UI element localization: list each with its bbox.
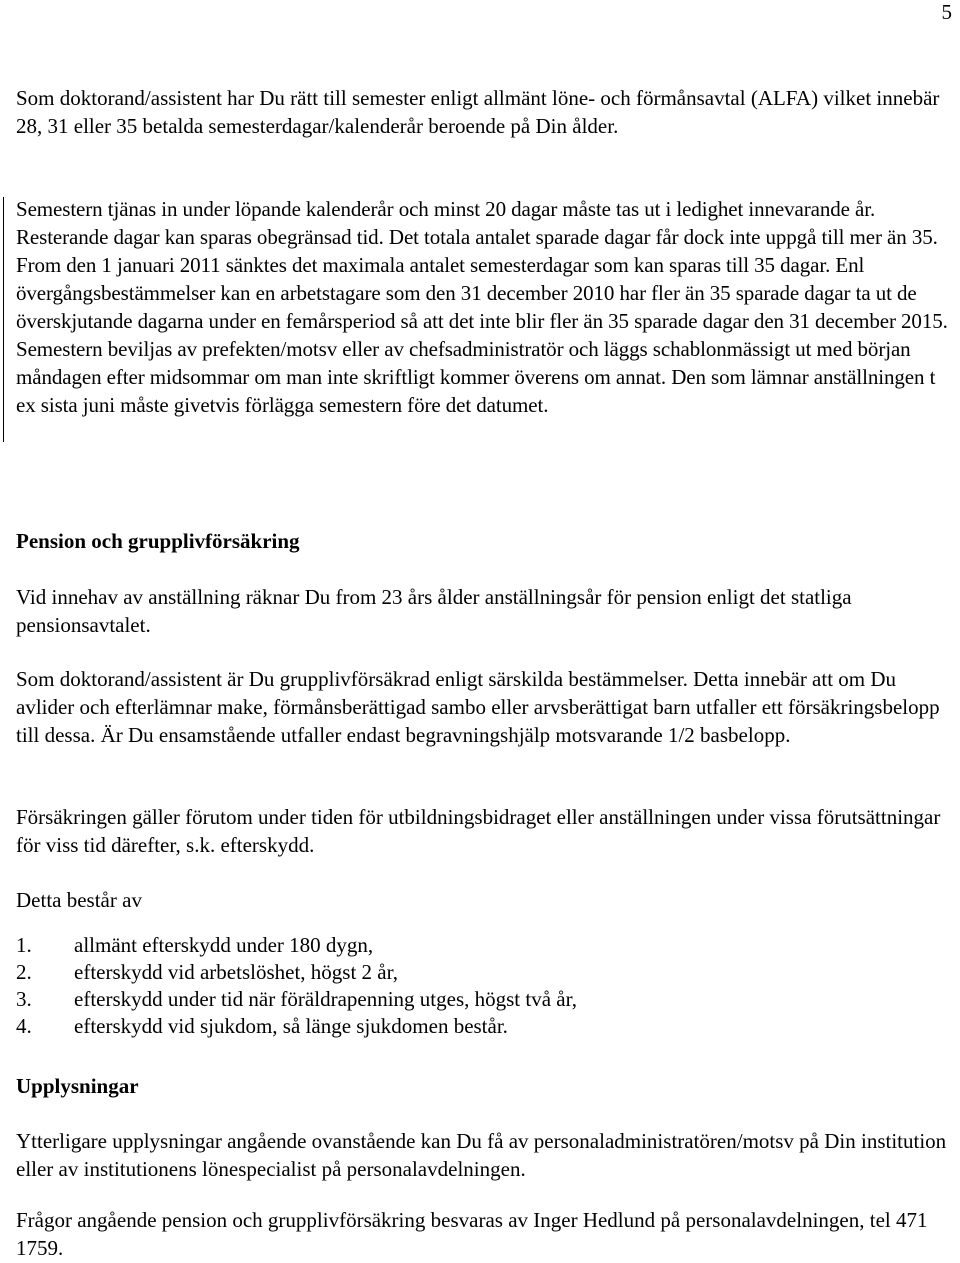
- list-item-number: 2.: [16, 960, 32, 984]
- list-item-text: allmänt efterskydd under 180 dygn,: [74, 933, 374, 957]
- pension-paragraph-3: Försäkringen gäller förutom under tiden för utbildningsbidraget eller anställningen under vissa förutsättningar för viss tid därefter, s.k. efterskydd.: [16, 805, 941, 857]
- list-item-text: efterskydd vid arbetslöshet, högst 2 år,: [74, 960, 399, 984]
- list-intro: Detta består av: [16, 888, 142, 912]
- efterskydd-list: [16, 932, 577, 1040]
- semester-paragraph-2: Semestern tjänas in under löpande kalenderår och minst 20 dagar måste tas ut i ledighet innevarande år. Resterande dagar kan sparas obegränsad tid. Det totala antalet sparade dagar får dock inte uppgå till mer än 35. From den 1 januari 2011 sänktes det maximala antalet semesterdagar som kan sparas till 35 dagar. Enl övergångsbestämmelser kan en arbetstagare som den 31 december 2010 har fler än 35 sparade dagar ta ut de överskjutande dagarna under en femårsperiod så att det inte blir fler än 35 sparade dagar den 31 december 2015. Semestern beviljas av prefekten/motsv eller av chefsadministratör och läggs schablonmässigt ut med början måndagen efter midsommar om man inte skriftligt kommer överens om annat. Den som lämnar anställningen t ex sista juni måste givetvis förlägga semestern före det datumet.: [16, 197, 948, 417]
- list-item: [16, 932, 577, 959]
- info-paragraph-1: Ytterligare upplysningar angående ovanstående kan Du få av personaladministratören/motsv på Din institution eller av institutionens lönespecialist på personalavdelningen.: [16, 1129, 947, 1181]
- list-item-text: efterskydd vid sjukdom, så länge sjukdomen består.: [74, 1014, 508, 1038]
- list-item: [16, 1013, 577, 1040]
- semester-paragraph-1: Som doktorand/assistent har Du rätt till semester enligt allmänt löne- och förmånsavtal (ALFA) vilket innebär 28, 31 eller 35 betalda semesterdagar/kalenderår beroende på Din ålder.: [16, 86, 940, 138]
- pension-paragraph-2: Som doktorand/assistent är Du grupplivförsäkrad enligt särskilda bestämmelser. Detta innebär att om Du avlider och efterlämnar make, förmånsberättigad sambo eller arvsberättigat barn utfaller ett försäkringsbelopp till dessa. Är Du ensamstående utfaller endast begravningshjälp motsvarande 1/2 basbelopp.: [16, 667, 940, 747]
- list-item-number: 1.: [16, 933, 32, 957]
- list-item: [16, 986, 577, 1013]
- list-item-number: 3.: [16, 987, 32, 1011]
- list-item-text: efterskydd under tid när föräldrapenning utges, högst två år,: [74, 987, 578, 1011]
- list-item: [16, 959, 577, 986]
- list-item-number: 4.: [16, 1014, 32, 1038]
- info-paragraph-2: Frågor angående pension och grupplivförsäkring besvaras av Inger Hedlund på personalavdelningen, tel 471 1759.: [16, 1208, 928, 1260]
- pension-paragraph-1: Vid innehav av anställning räknar Du from 23 års ålder anställningsår för pension enligt det statliga pensionsavtalet.: [16, 585, 852, 637]
- info-heading: Upplysningar: [16, 1074, 139, 1098]
- pension-heading: Pension och grupplivförsäkring: [16, 529, 300, 553]
- page-number: 5: [941, 0, 952, 24]
- revision-change-bar: [3, 197, 4, 442]
